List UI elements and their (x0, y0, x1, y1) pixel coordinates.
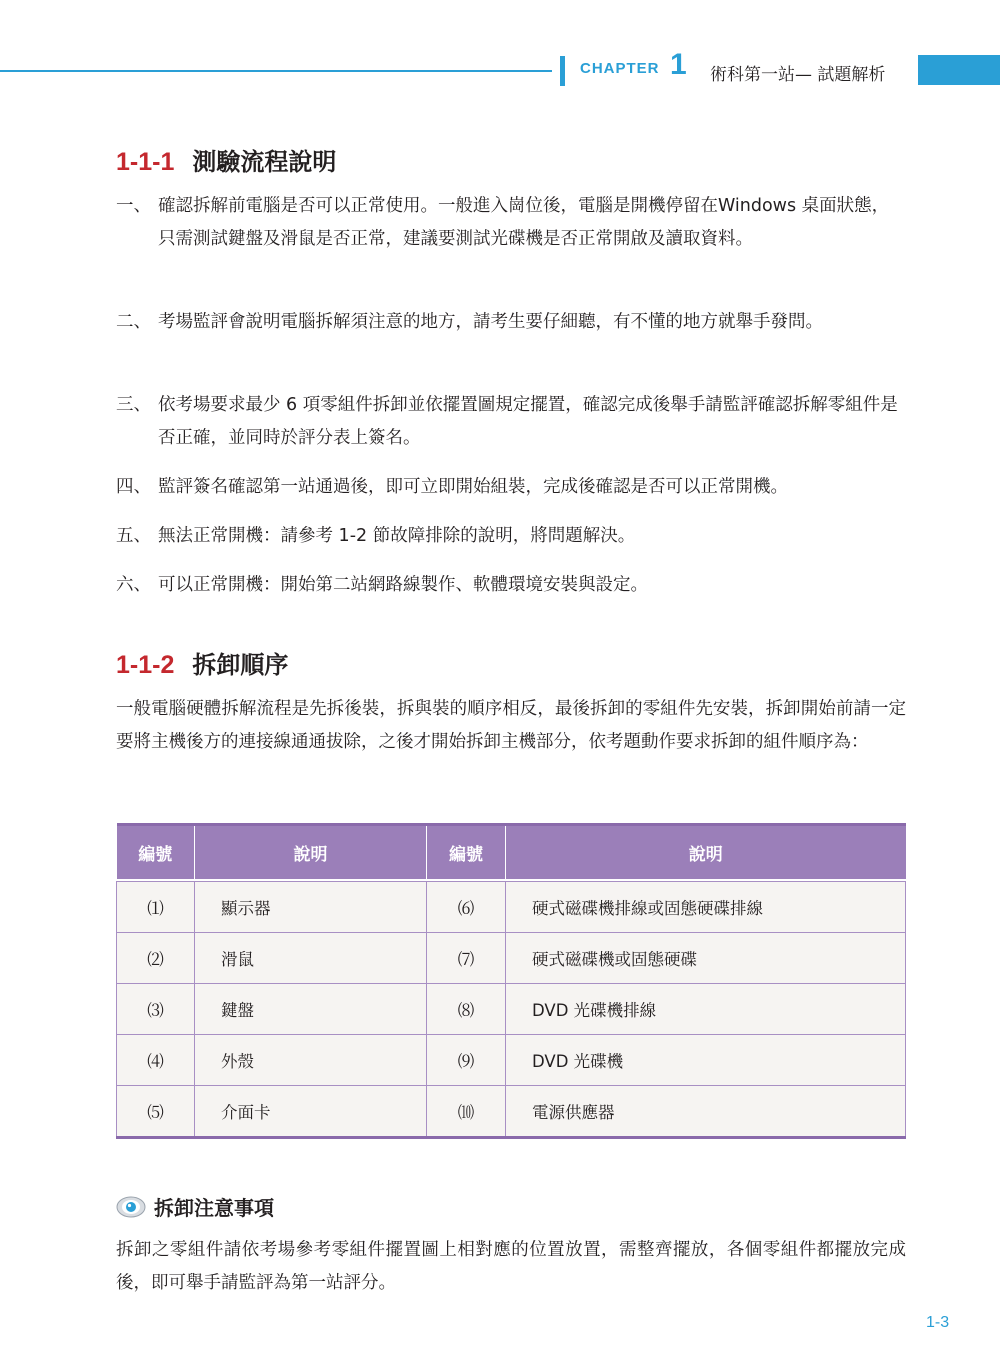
section-2-paragraph: 一般電腦硬體拆解流程是先拆後裝，拆與裝的順序相反，最後拆卸的零組件先安裝，拆卸開始前請一定要將主機後方的連接線通通拔除，之後才開始拆卸主機部分，依考題動作要求拆卸的組件順序為： (116, 699, 906, 752)
list-marker: 六、 (116, 575, 151, 595)
section-1-number: 1-1-1 (116, 148, 175, 176)
column-header-description: 說明 (195, 825, 427, 880)
table-cell: 顯示器 (195, 882, 427, 933)
list-text: 確認拆解前電腦是否可以正常使用。一般進入崗位後，電腦是開機停留在Windows 桌面狀態，只需測試鍵盤及滑鼠是否正常，建議要測試光碟機是否正常開啟及讀取資料。 (158, 196, 890, 249)
bullet-disc-icon (116, 1196, 146, 1218)
note-title: 拆卸注意事項 (154, 1196, 274, 1220)
table-cell: DVD 光碟機 (506, 1035, 906, 1086)
table-cell: 硬式磁碟機或固態硬碟 (506, 933, 906, 984)
table-cell: 介面卡 (195, 1086, 427, 1138)
table-cell: ⑻ (427, 984, 506, 1035)
column-header-number: 編號 (427, 825, 506, 880)
header-tab-block (918, 55, 1000, 85)
table-row (117, 1086, 906, 1138)
list-text: 可以正常開機：開始第二站網路線製作、軟體環境安裝與設定。 (158, 575, 648, 595)
table-cell: ⑵ (117, 933, 195, 984)
section-2-number: 1-1-2 (116, 651, 175, 679)
table-cell: ⑽ (427, 1086, 506, 1138)
table-cell: ⑷ (117, 1035, 195, 1086)
table-cell: ⑺ (427, 933, 506, 984)
table-cell: 外殼 (195, 1035, 427, 1086)
table-row (117, 1035, 906, 1086)
section-1-heading (116, 142, 336, 177)
chapter-label: CHAPTER (580, 60, 660, 77)
header-rule (0, 70, 552, 72)
list-text: 依考場要求最少 6 項零組件拆卸並依擺置圖規定擺置，確認完成後舉手請監評確認拆解零組件是否正確，並同時於評分表上簽名。 (158, 395, 898, 448)
table-row (117, 933, 906, 984)
table-cell: 滑鼠 (195, 933, 427, 984)
section-2-title: 拆卸順序 (192, 651, 289, 679)
column-header-number: 編號 (117, 825, 195, 880)
disassembly-order-table (116, 823, 906, 1139)
list-text: 監評簽名確認第一站通過後，即可立即開始組裝，完成後確認是否可以正常開機。 (158, 477, 788, 497)
table-header-row (117, 825, 906, 880)
table-cell: ⑸ (117, 1086, 195, 1138)
table-row (117, 882, 906, 933)
table-row (117, 984, 906, 1035)
table-cell: ⑶ (117, 984, 195, 1035)
chapter-number: 1 (670, 48, 687, 81)
chapter-title: 術科第一站— 試題解析 (710, 65, 886, 85)
table-cell: ⑹ (427, 882, 506, 933)
table-cell: ⑴ (117, 882, 195, 933)
table-cell: 電源供應器 (506, 1086, 906, 1138)
list-text: 考場監評會說明電腦拆解須注意的地方，請考生要仔細聽，有不懂的地方就舉手發問。 (158, 312, 823, 332)
list-item (116, 190, 906, 256)
page-number: 1-3 (926, 1314, 950, 1331)
list-item (116, 569, 906, 602)
table-cell: 鍵盤 (195, 984, 427, 1035)
list-marker: 二、 (116, 312, 151, 332)
note-paragraph: 拆卸之零組件請依考場參考零組件擺置圖上相對應的位置放置，需整齊擺放，各個零組件都擺放完成後，即可舉手請監評為第一站評分。 (116, 1240, 906, 1293)
list-item (116, 471, 906, 504)
list-marker: 三、 (116, 395, 151, 415)
list-item (116, 306, 906, 339)
table-cell: ⑼ (427, 1035, 506, 1086)
table-cell: DVD 光碟機排線 (506, 984, 906, 1035)
table-cell: 硬式磁碟機排線或固態硬碟排線 (506, 882, 906, 933)
section-2-heading (116, 645, 288, 680)
list-text: 無法正常開機：請參考 1-2 節故障排除的說明，將問題解決。 (158, 526, 636, 546)
list-marker: 一、 (116, 196, 151, 216)
list-item (116, 389, 906, 455)
list-item (116, 520, 906, 553)
list-marker: 五、 (116, 526, 151, 546)
column-header-description: 說明 (506, 825, 906, 880)
header-accent-bar (560, 56, 565, 86)
section-1-title: 測驗流程說明 (192, 148, 337, 176)
list-marker: 四、 (116, 477, 151, 497)
